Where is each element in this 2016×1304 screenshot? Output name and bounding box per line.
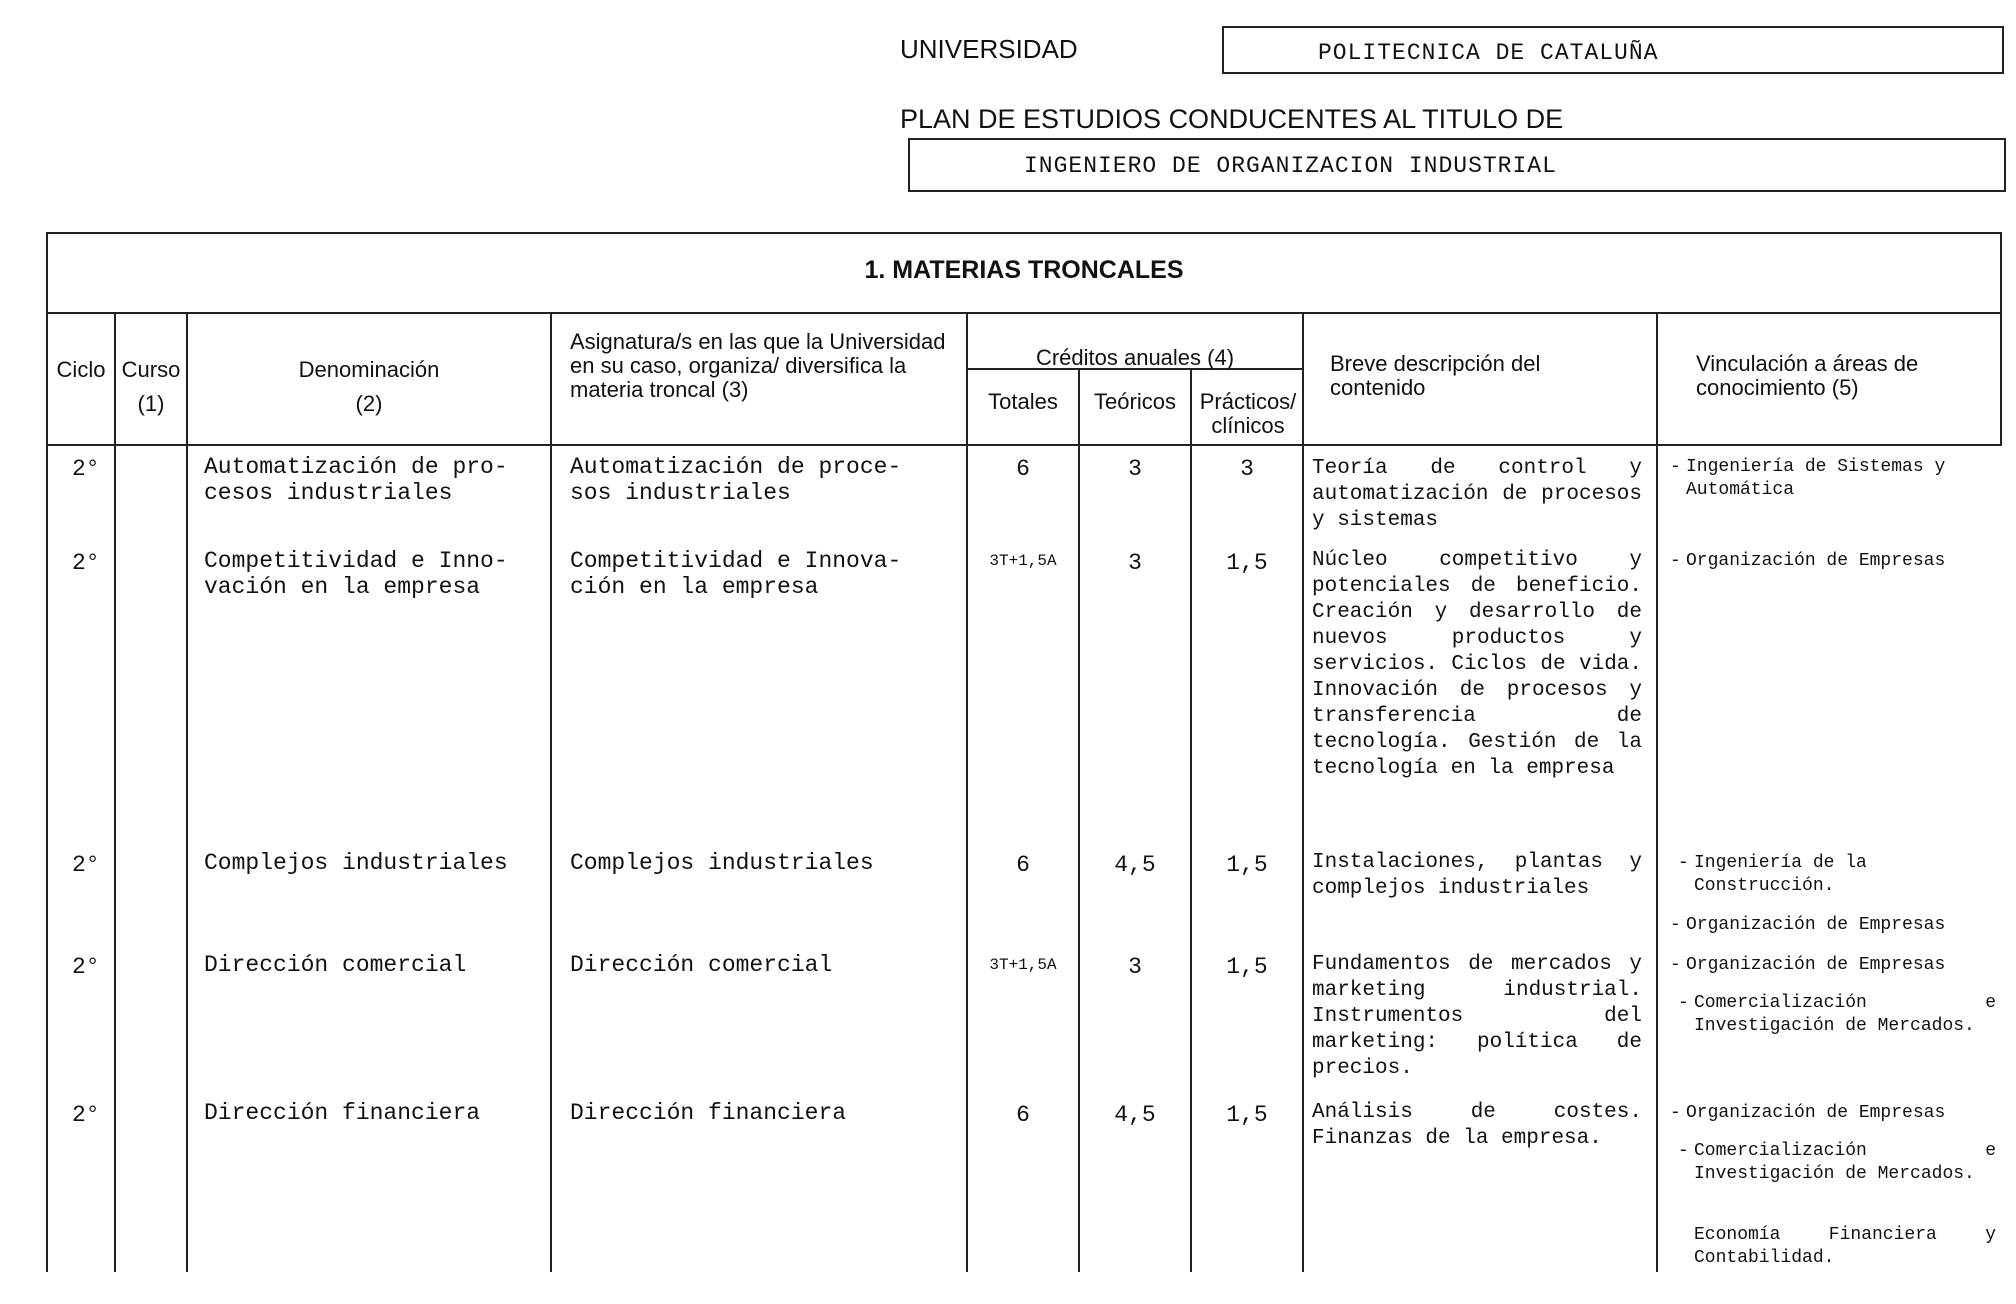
cell-teoricos: 3 xyxy=(1128,954,1142,980)
plan-label: PLAN DE ESTUDIOS CONDUCENTES AL TITULO DE xyxy=(900,104,1564,134)
cell-denominacion: Competitividad e Inno- vación en la empresa xyxy=(204,548,508,600)
cell-area: - Organización de Empresas xyxy=(1670,1103,1946,1123)
cell-practicos: 1,5 xyxy=(1226,1102,1268,1128)
cell-denominacion: Dirección comercial xyxy=(204,952,467,978)
university-label: UNIVERSIDAD xyxy=(900,34,1078,64)
cell-teoricos: 4,5 xyxy=(1114,1102,1156,1128)
cell-totales: 6 xyxy=(1016,1102,1030,1128)
column-header-vinculacion: Vinculación a áreas de conocimiento (5) xyxy=(1696,351,1919,400)
cell-totales: 6 xyxy=(1016,852,1030,878)
cell-asignatura: Dirección comercial xyxy=(570,952,833,978)
cell-practicos: 3 xyxy=(1240,456,1254,482)
cell-denominacion: Automatización de pro- cesos industriales xyxy=(204,454,508,506)
cell-ciclo: 2° xyxy=(72,550,100,576)
cell-area: Economía Financiera y Contabilidad. xyxy=(1694,1225,1996,1268)
table-title: 1. MATERIAS TRONCALES xyxy=(864,256,1184,284)
cell-descripcion: Núcleo competitivo y potenciales de beneficio. Creación y desarrollo de nuevos productos y servicios. Ciclos de vida. Innovación de procesos y transferencia de tecnología. Gestión de la tecnología en la empresa xyxy=(1312,549,1642,780)
cell-area: - Comercialización e Investigación de Mercados. xyxy=(1678,993,1996,1036)
cell-ciclo: 2° xyxy=(72,852,100,878)
column-header-asignaturas: Asignatura/s en las que la Universidad en su caso, organiza/ diversifica la materia troncal (3) xyxy=(570,329,946,402)
cell-descripcion: Instalaciones, plantas y complejos industriales xyxy=(1312,851,1642,900)
cell-descripcion: Análisis de costes. Finanzas de la empresa. xyxy=(1312,1101,1642,1150)
column-header-curso-note: (1) xyxy=(137,391,165,416)
cell-teoricos: 4,5 xyxy=(1114,852,1156,878)
cell-area: - Comercialización e Investigación de Mercados. xyxy=(1678,1141,1996,1184)
cell-area: - Organización de Empresas xyxy=(1670,915,1946,935)
column-header-curso: Curso xyxy=(121,357,181,382)
cell-asignatura: Dirección financiera xyxy=(570,1100,847,1126)
column-header-ciclo: Ciclo xyxy=(56,357,106,382)
cell-area: - Ingeniería de la Construcción. xyxy=(1678,853,1867,896)
column-header-teoricos: Teóricos xyxy=(1094,389,1176,414)
cell-descripcion: Teoría de control y automatización de procesos y sistemas xyxy=(1312,457,1642,532)
cell-totales: 3T+1,5A xyxy=(989,552,1057,570)
cell-totales: 3T+1,5A xyxy=(989,956,1057,974)
cell-area: - Organización de Empresas xyxy=(1670,551,1946,571)
column-header-totales: Totales xyxy=(988,389,1058,414)
cell-denominacion: Dirección financiera xyxy=(204,1100,481,1126)
cell-totales: 6 xyxy=(1016,456,1030,482)
cell-asignatura: Competitividad e Innova- ción en la empresa xyxy=(570,548,902,600)
column-header-descripcion: Breve descripción del contenido xyxy=(1330,351,1541,400)
cell-asignatura: Automatización de proce- sos industriales xyxy=(570,454,902,506)
cell-area: - Organización de Empresas xyxy=(1670,955,1946,975)
cell-denominacion: Complejos industriales xyxy=(204,850,508,876)
column-header-practicos: Prácticos/ clínicos xyxy=(1199,389,1297,438)
cell-asignatura: Complejos industriales xyxy=(570,850,874,876)
cell-ciclo: 2° xyxy=(72,456,100,482)
column-header-denominacion-note: (2) xyxy=(355,391,383,416)
cell-ciclo: 2° xyxy=(72,1102,100,1128)
degree-name: INGENIERO DE ORGANIZACION INDUSTRIAL xyxy=(1024,153,1557,179)
cell-practicos: 1,5 xyxy=(1226,954,1268,980)
cell-ciclo: 2° xyxy=(72,954,100,980)
cell-area: - Ingeniería de Sistemas y Automática xyxy=(1670,457,1946,500)
cell-teoricos: 3 xyxy=(1128,550,1142,576)
column-header-creditos: Créditos anuales (4) xyxy=(1035,345,1235,370)
cell-practicos: 1,5 xyxy=(1226,852,1268,878)
column-header-denominacion: Denominación xyxy=(298,357,440,382)
cell-practicos: 1,5 xyxy=(1226,550,1268,576)
university-name: POLITECNICA DE CATALUÑA xyxy=(1318,40,1659,66)
cell-descripcion: Fundamentos de mercados y marketing industrial. Instrumentos del marketing: política de precios. xyxy=(1312,953,1642,1080)
cell-teoricos: 3 xyxy=(1128,456,1142,482)
